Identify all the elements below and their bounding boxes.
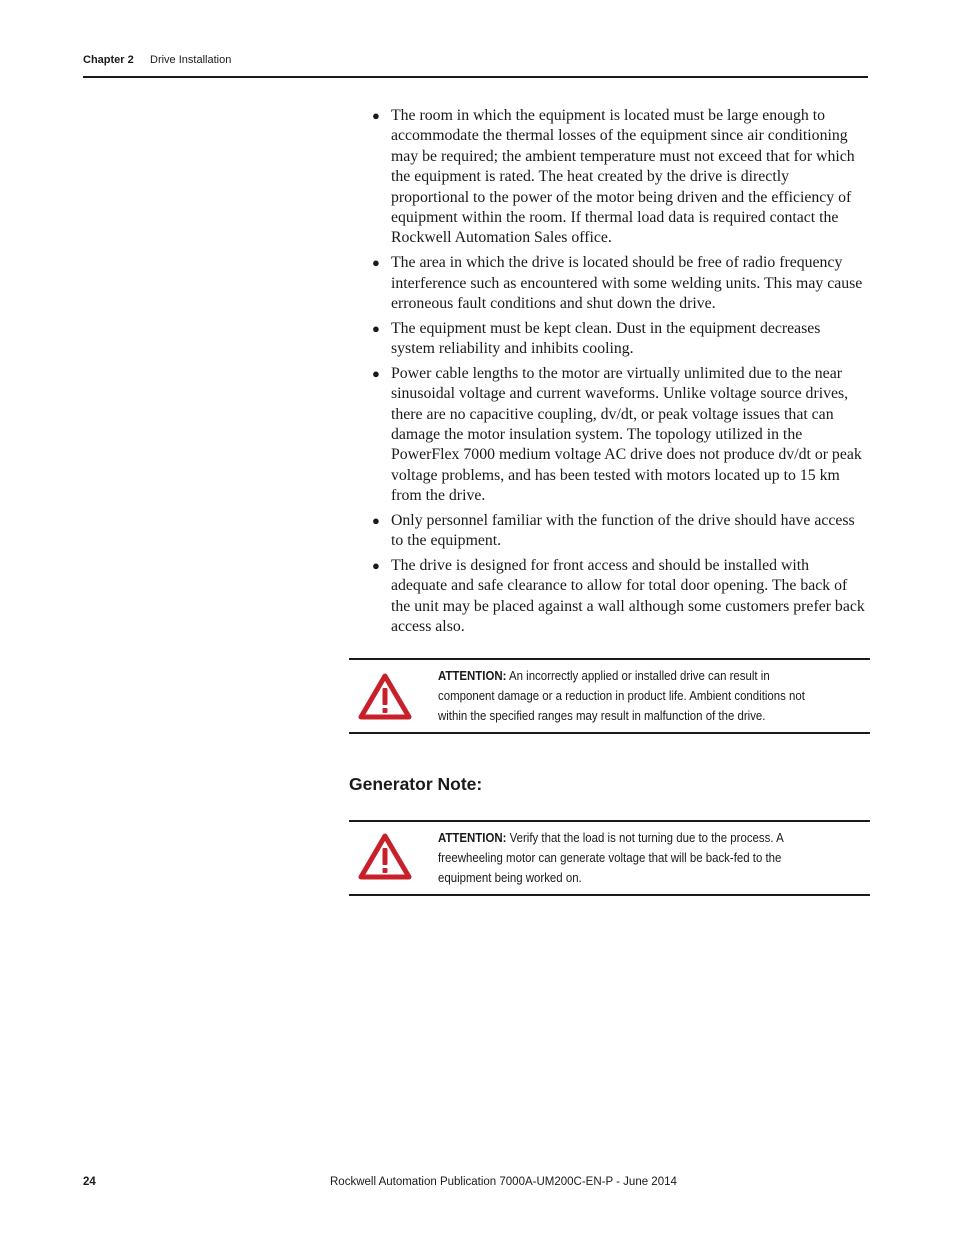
bullet-icon: ● <box>372 255 380 271</box>
list-item-text: The room in which the equipment is located must be large enough to accommodate the thermal losses of the equipment since air conditioning may be required; the ambient temperature must not exceed that for which the equipment is rated. The heat created by the drive is directly proportional to the power of the motor being driven and the efficiency of equipment within the room. If thermal load data is required contact the Rockwell Automation Sales office. <box>391 107 855 247</box>
list-item <box>372 364 868 507</box>
bullet-icon: ● <box>372 512 380 528</box>
attention-label: ATTENTION: <box>438 668 507 683</box>
attention-label: ATTENTION: <box>438 830 507 845</box>
requirements-list <box>372 106 868 642</box>
attention-text <box>438 828 808 888</box>
attention-message: Verify that the load is not turning due to the process. A freewheeling motor can generate voltage that will be back-fed to the equipment being worked on. <box>438 830 784 885</box>
list-item-text: The area in which the drive is located should be free of radio frequency interference such as encountered with some welding units. This may cause erroneous fault conditions and shut down the drive. <box>391 254 863 312</box>
attention-message: An incorrectly applied or installed drive can result in component damage or a reduction in product life. Ambient conditions not within the specified ranges may result in malfunction of the drive. <box>438 668 805 723</box>
attention-text <box>438 666 808 726</box>
page-number: 24 <box>83 1176 96 1188</box>
section-title: Drive Installation <box>150 54 232 66</box>
list-item-text: The drive is designed for front access and should be installed with adequate and safe clearance to allow for total door opening. The back of the unit may be placed against a wall although some customers prefer back access also. <box>391 557 865 636</box>
chapter-label: Chapter 2 <box>83 54 134 66</box>
list-item-text: The equipment must be kept clean. Dust in the equipment decreases system reliability and inhibits cooling. <box>391 319 821 358</box>
list-item-text: Power cable lengths to the motor are virtually unlimited due to the near sinusoidal voltage and current waveforms. Unlike voltage source drives, there are no capacitive coupling, dv/dt, or peak voltage issues that can damage the motor insulation system. The topology utilized in the PowerFlex 7000 medium voltage AC drive does not produce dv/dt or peak voltage problems, and has been tested with motors located up to 15 km from the drive. <box>391 364 862 505</box>
bullet-icon: ● <box>372 320 380 336</box>
list-item <box>372 556 868 638</box>
publication-info: Rockwell Automation Publication 7000A-UM200C-EN-P - June 2014 <box>330 1176 677 1188</box>
page-header <box>83 52 868 78</box>
list-item <box>372 253 868 314</box>
attention-box <box>349 658 870 734</box>
list-item <box>372 511 868 552</box>
list-item <box>372 319 868 360</box>
generator-note-heading: Generator Note: <box>349 774 483 794</box>
warning-triangle-icon <box>358 832 412 880</box>
list-item <box>372 106 868 249</box>
attention-box <box>349 820 870 896</box>
list-item-text: Only personnel familiar with the function of the drive should have access to the equipment. <box>391 511 855 550</box>
warning-triangle-icon <box>358 672 412 720</box>
bullet-icon: ● <box>372 108 380 123</box>
bullet-icon: ● <box>372 558 380 574</box>
bullet-icon: ● <box>372 365 380 381</box>
